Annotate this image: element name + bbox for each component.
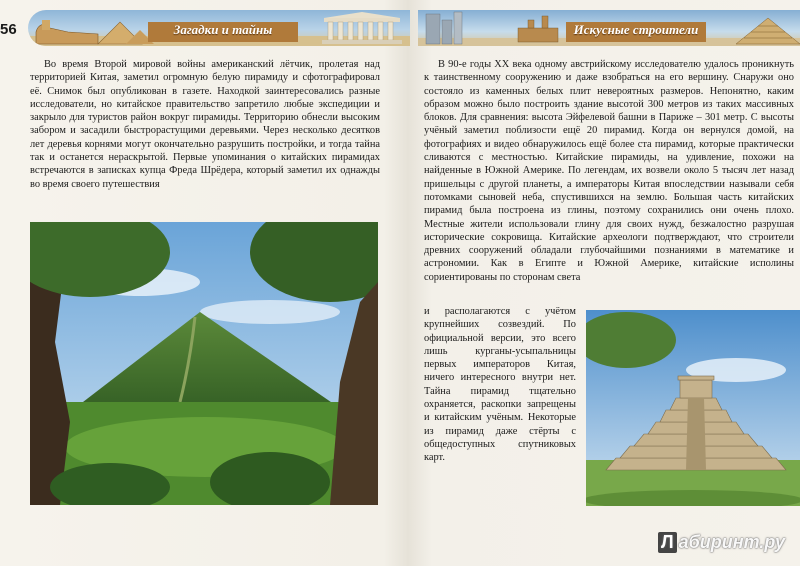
hill-pyramid-illustration <box>30 222 378 505</box>
right-column-text <box>424 305 576 465</box>
right-paragraph: В 90-е годы XX века одному австрийскому исследователю удалось проникнуть к таинственному сооружению и даже взобраться на его вершину. Снаружи оно состояло из каменных белых плит невероятных размеров. Непонятно, каким образом можно было построить здание высотой 300 метров из таких массивных блоков. Для сравнения: высота Эйфелевой башни в Париже – 301 метр. С высоты учёный заметил поблизости ещё 20 пирамид. Когда он вернулся домой, на фотографиях и видео обнаружилось ещё более ста пирамид, которые практически сливаются с местностью. Китайские пирамиды, на удивление, похожи на найденные в Южной Америке. По легендам, их возвели около 5 тысяч лет назад пришельцы с другой планеты, а императоры Китая впоследствии называли себя потомками сыновей неба, спустившихся на землю. Большая часть китайских пирамид была построена из глины, поэтому сохранились они очень плохо. Местные жители использовали глину для своих нужд, безжалостно разрушая исторические сокровища. Китайские археологи подтверждают, что строители древних сооружений обладали глубочайшими познаниями в математике и астрономии. Как в Египте и Южной Америке, китайские исполины сориентированы по сторонам света <box>424 59 794 283</box>
right-body-text <box>424 58 794 284</box>
right-header-banner <box>418 10 800 46</box>
temple-icon <box>518 16 558 42</box>
skyscraper-icon <box>426 12 462 44</box>
left-paragraph: Во время Второй мировой войны американский лётчик, пролетая над территорией Китая, заметил огромную белую пирамиду и сфотографировал её. Снимок был опубликован в газете. Находкой заинтересовались разные исследователи, но китайское правительство запретило любые экспедиции и закрыло для туристов район вокруг пирамиды. Территорию обнесли высоким забором и засадили быстрорастущими деревьями. Через несколько десятков лет деревья корнями могут окончательно разрушить постройки, и тогда тайна так и останется нераскрытой. Первые упоминания о китайских пирамидах встречаются в записках купца Фреда Шрёдера, который заметил их однажды во время своего путешествия <box>30 59 380 190</box>
labirint-watermark <box>658 532 785 553</box>
wrap-paragraph: и располагаются с учётом крупнейших созвездий. По официальной версии, это всего лишь курганы-усыпальницы первых императоров Китая, ничего интересного внутри нет. Тайна пирамид тщательно охраняется, раскопки запрещены и китайским учёным. Некоторые из пирамид даже стёрты с общедоступных спутниковых карт. <box>424 306 576 464</box>
left-body-text <box>30 58 380 191</box>
step-pyramid-illustration <box>586 310 800 506</box>
page-number: 56 <box>0 21 17 38</box>
left-header-banner <box>28 10 410 46</box>
sphinx-icon <box>36 20 98 44</box>
pyramid-icon <box>98 22 154 44</box>
watermark-logo-letter: Л <box>658 532 677 553</box>
watermark-text: абиринт.ру <box>678 532 785 552</box>
right-section-title: Искусные строители <box>573 22 699 37</box>
left-section-title: Загадки и тайны <box>173 22 273 37</box>
step-pyramid-icon <box>736 18 800 44</box>
